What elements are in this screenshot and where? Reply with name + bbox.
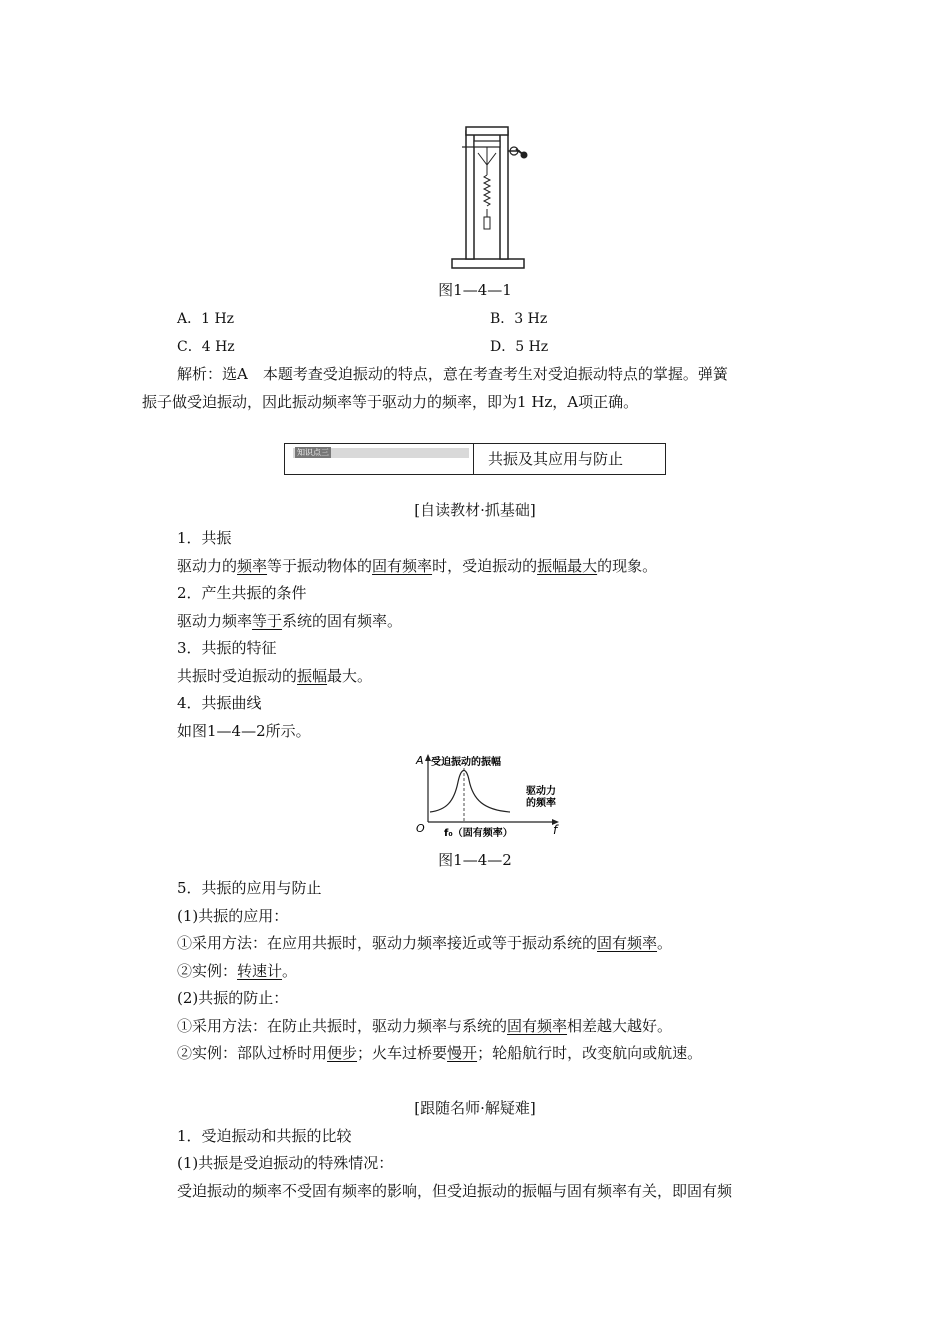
item-2-title: 2．产生共振的条件 bbox=[177, 584, 307, 602]
item-1-title: 1．共振 bbox=[177, 529, 232, 547]
figure-caption-1: 图1—4—1 bbox=[438, 281, 512, 299]
section-heading-2: [跟随名师·解疑难] bbox=[414, 1099, 536, 1117]
item-1-text: 驱动力的频率等于振动物体的固有频率时，受迫振动的振幅最大的现象。 bbox=[177, 557, 658, 575]
option-d: D．5 Hz bbox=[490, 339, 549, 355]
item-4-title: 4．共振曲线 bbox=[177, 694, 262, 712]
figure-caption-2: 图1—4—2 bbox=[438, 851, 512, 869]
item-5-sub-1b: ②实例：转速计。 bbox=[177, 962, 298, 980]
item2-1-text: 受迫振动的频率不受固有频率的影响，但受迫振动的振幅与固有频率有关，即固有频 bbox=[177, 1182, 733, 1200]
item-5-sub-1a: ①采用方法：在应用共振时，驱动力频率接近或等于振动系统的固有频率。 bbox=[177, 934, 673, 952]
item-3-text: 共振时受迫振动的振幅最大。 bbox=[177, 667, 373, 685]
item2-1-title: 1．受迫振动和共振的比较 bbox=[177, 1127, 352, 1145]
x-axis-label: f bbox=[553, 823, 558, 837]
item-2-text: 驱动力频率等于系统的固有频率。 bbox=[177, 612, 403, 630]
analysis-line-2: 振子做受迫振动，因此振动频率等于驱动力的频率，即为1 Hz，A项正确。 bbox=[142, 393, 639, 411]
option-a: A．1 Hz bbox=[177, 311, 235, 327]
f0-label: f₀（固有频率） bbox=[444, 828, 513, 839]
section-heading-1: [自读教材·抓基础] bbox=[414, 501, 536, 519]
analysis-line-1: 解析：选A 本题考查受迫振动的特点，意在考查考生对受迫振动特点的掌握。弹簧 bbox=[177, 365, 728, 383]
item-5-sub-2a: ①采用方法：在防止共振时，驱动力频率与系统的固有频率相差越大越好。 bbox=[177, 1017, 673, 1035]
item-5-sub-2: (2)共振的防止： bbox=[177, 989, 289, 1007]
drive-freq-label-2: 的频率 bbox=[526, 798, 556, 809]
item-5-title: 5．共振的应用与防止 bbox=[177, 879, 322, 897]
curve-label: 受迫振动的振幅 bbox=[431, 757, 501, 768]
knowledge-point-title: 共振及其应用与防止 bbox=[488, 450, 624, 468]
origin-label: O bbox=[416, 822, 425, 835]
knowledge-point-tag: 知识点三 bbox=[297, 448, 329, 457]
knowledge-point-box bbox=[284, 443, 666, 475]
item-4-text: 如图1—4—2所示。 bbox=[177, 722, 311, 740]
resonance-curve-figure bbox=[412, 752, 562, 840]
option-b: B．3 Hz bbox=[490, 311, 548, 327]
item-3-title: 3．共振的特征 bbox=[177, 639, 277, 657]
y-axis-label: A bbox=[416, 754, 424, 767]
item-5-sub-2b: ②实例：部队过桥时用便步；火车过桥要慢开；轮船航行时，改变航向或航速。 bbox=[177, 1044, 703, 1062]
item-5-sub-1: (1)共振的应用： bbox=[177, 907, 289, 925]
option-c: C．4 Hz bbox=[177, 339, 235, 355]
spring-oscillator-figure bbox=[448, 125, 538, 273]
drive-freq-label-1: 驱动力 bbox=[526, 786, 556, 797]
item2-1-sub-1: (1)共振是受迫振动的特殊情况： bbox=[177, 1154, 394, 1172]
